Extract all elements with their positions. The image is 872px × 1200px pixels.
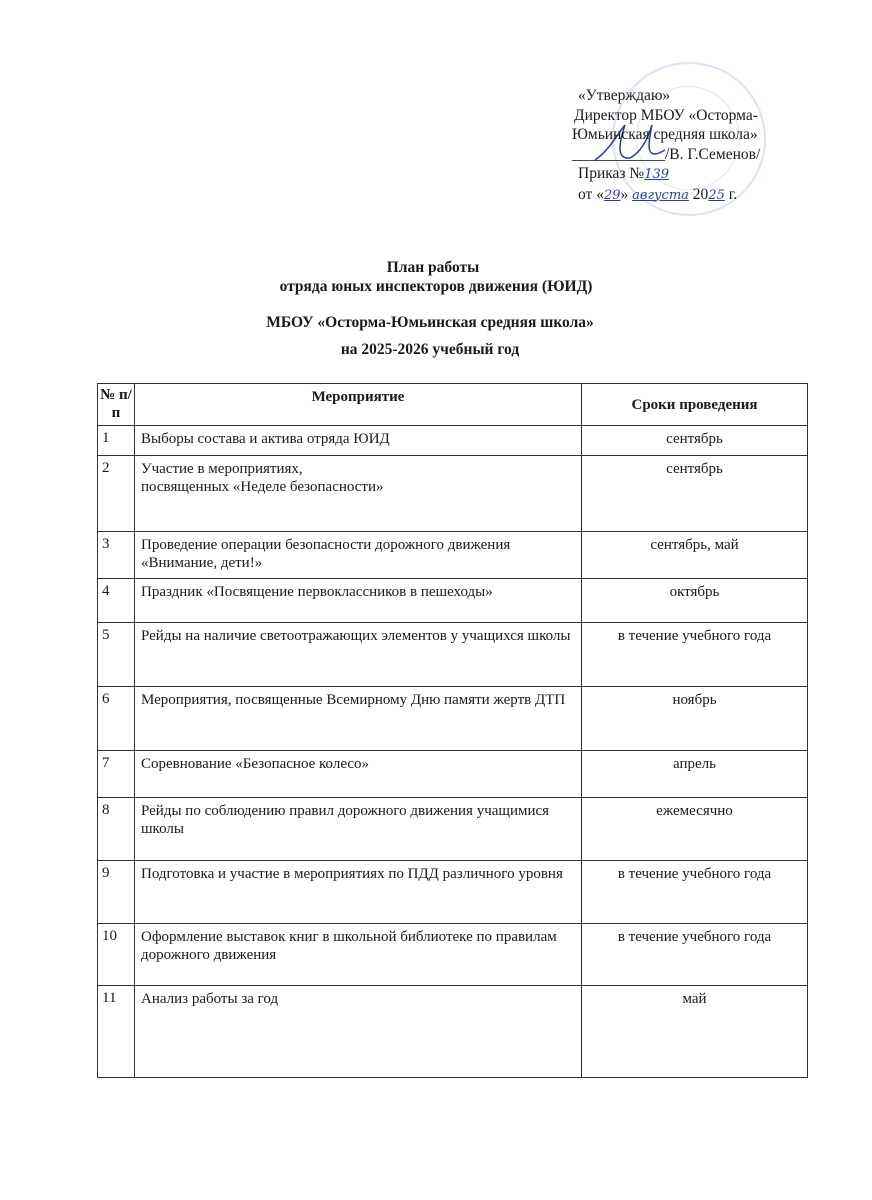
- table-row: [98, 532, 808, 579]
- row-date: апрель: [582, 751, 808, 798]
- row-number: 10: [98, 924, 135, 986]
- table-row: [98, 623, 808, 687]
- row-number: 5: [98, 623, 135, 687]
- order-number: 139: [644, 167, 670, 182]
- row-event: Рейды на наличие светоотражающих элементов у учащихся школы: [135, 623, 582, 687]
- date-line: от «29» августа 2025 г.: [578, 185, 738, 203]
- row-date: ежемесячно: [582, 798, 808, 861]
- row-event: Анализ работы за год: [135, 986, 582, 1078]
- doc-title-3: МБОУ «Осторма-Юмьинская средняя школа»: [266, 314, 594, 331]
- row-date: сентябрь: [582, 426, 808, 456]
- table-row: [98, 924, 808, 986]
- row-number: 7: [98, 751, 135, 798]
- table-row: [98, 751, 808, 798]
- row-date: сентябрь, май: [582, 532, 808, 579]
- approval-signature-line: ____________/В. Г.Семенов/: [572, 145, 761, 163]
- doc-title-4: на 2025-2026 учебный год: [340, 341, 520, 358]
- row-number: 1: [98, 426, 135, 456]
- row-date: в течение учебного года: [582, 924, 808, 986]
- table-row: [98, 687, 808, 751]
- row-event: Выборы состава и актива отряда ЮИД: [135, 426, 582, 456]
- date-day: 29: [603, 187, 621, 203]
- doc-title-1: План работы: [386, 259, 480, 276]
- col-number: № п/п: [98, 384, 135, 426]
- row-event: Соревнование «Безопасное колесо»: [135, 751, 582, 798]
- col-date: Сроки проведения: [582, 384, 808, 426]
- row-number: 2: [98, 456, 135, 532]
- row-date: май: [582, 986, 808, 1078]
- approval-heading: «Утверждаю»: [578, 87, 671, 104]
- row-number: 6: [98, 687, 135, 751]
- row-event: Проведение операции безопасности дорожного движения «Внимание, дети!»: [135, 532, 582, 579]
- date-year: 25: [708, 187, 725, 203]
- row-event: Участие в мероприятиях, посвященных «Неделе безопасности»: [135, 456, 582, 532]
- table-row: [98, 861, 808, 924]
- table-row: [98, 986, 808, 1078]
- row-event: Подготовка и участие в мероприятиях по ПДД различного уровня: [135, 861, 582, 924]
- row-date: сентябрь: [582, 456, 808, 532]
- approval-school: Юмьинская средняя школа»: [572, 126, 758, 143]
- approval-block: [572, 86, 761, 205]
- row-date: в течение учебного года: [582, 623, 808, 687]
- table-row: [98, 579, 808, 623]
- row-event: Праздник «Посвящение первоклассников в пешеходы»: [135, 579, 582, 623]
- doc-title-2: отряда юных инспекторов движения (ЮИД): [279, 278, 593, 295]
- table-row: [98, 426, 808, 456]
- approval-position: Директор МБОУ «Осторма-: [574, 106, 758, 124]
- row-date: ноябрь: [582, 687, 808, 751]
- row-number: 8: [98, 798, 135, 861]
- table-row: [98, 798, 808, 861]
- plan-table: [97, 383, 808, 1078]
- row-number: 4: [98, 579, 135, 623]
- date-month: августа: [632, 187, 689, 203]
- row-event: Рейды по соблюдению правил дорожного движения учащимися школы: [135, 798, 582, 861]
- row-date: в течение учебного года: [582, 861, 808, 924]
- order-line: Приказ №139: [578, 165, 670, 182]
- table-row: [98, 456, 808, 532]
- row-date: октябрь: [582, 579, 808, 623]
- row-event: Оформление выставок книг в школьной библиотеке по правилам дорожного движения: [135, 924, 582, 986]
- col-event: Мероприятие: [135, 384, 582, 426]
- row-event: Мероприятия, посвященные Всемирному Дню памяти жертв ДТП: [135, 687, 582, 751]
- table-header: [98, 384, 808, 426]
- row-number: 11: [98, 986, 135, 1078]
- row-number: 3: [98, 532, 135, 579]
- row-number: 9: [98, 861, 135, 924]
